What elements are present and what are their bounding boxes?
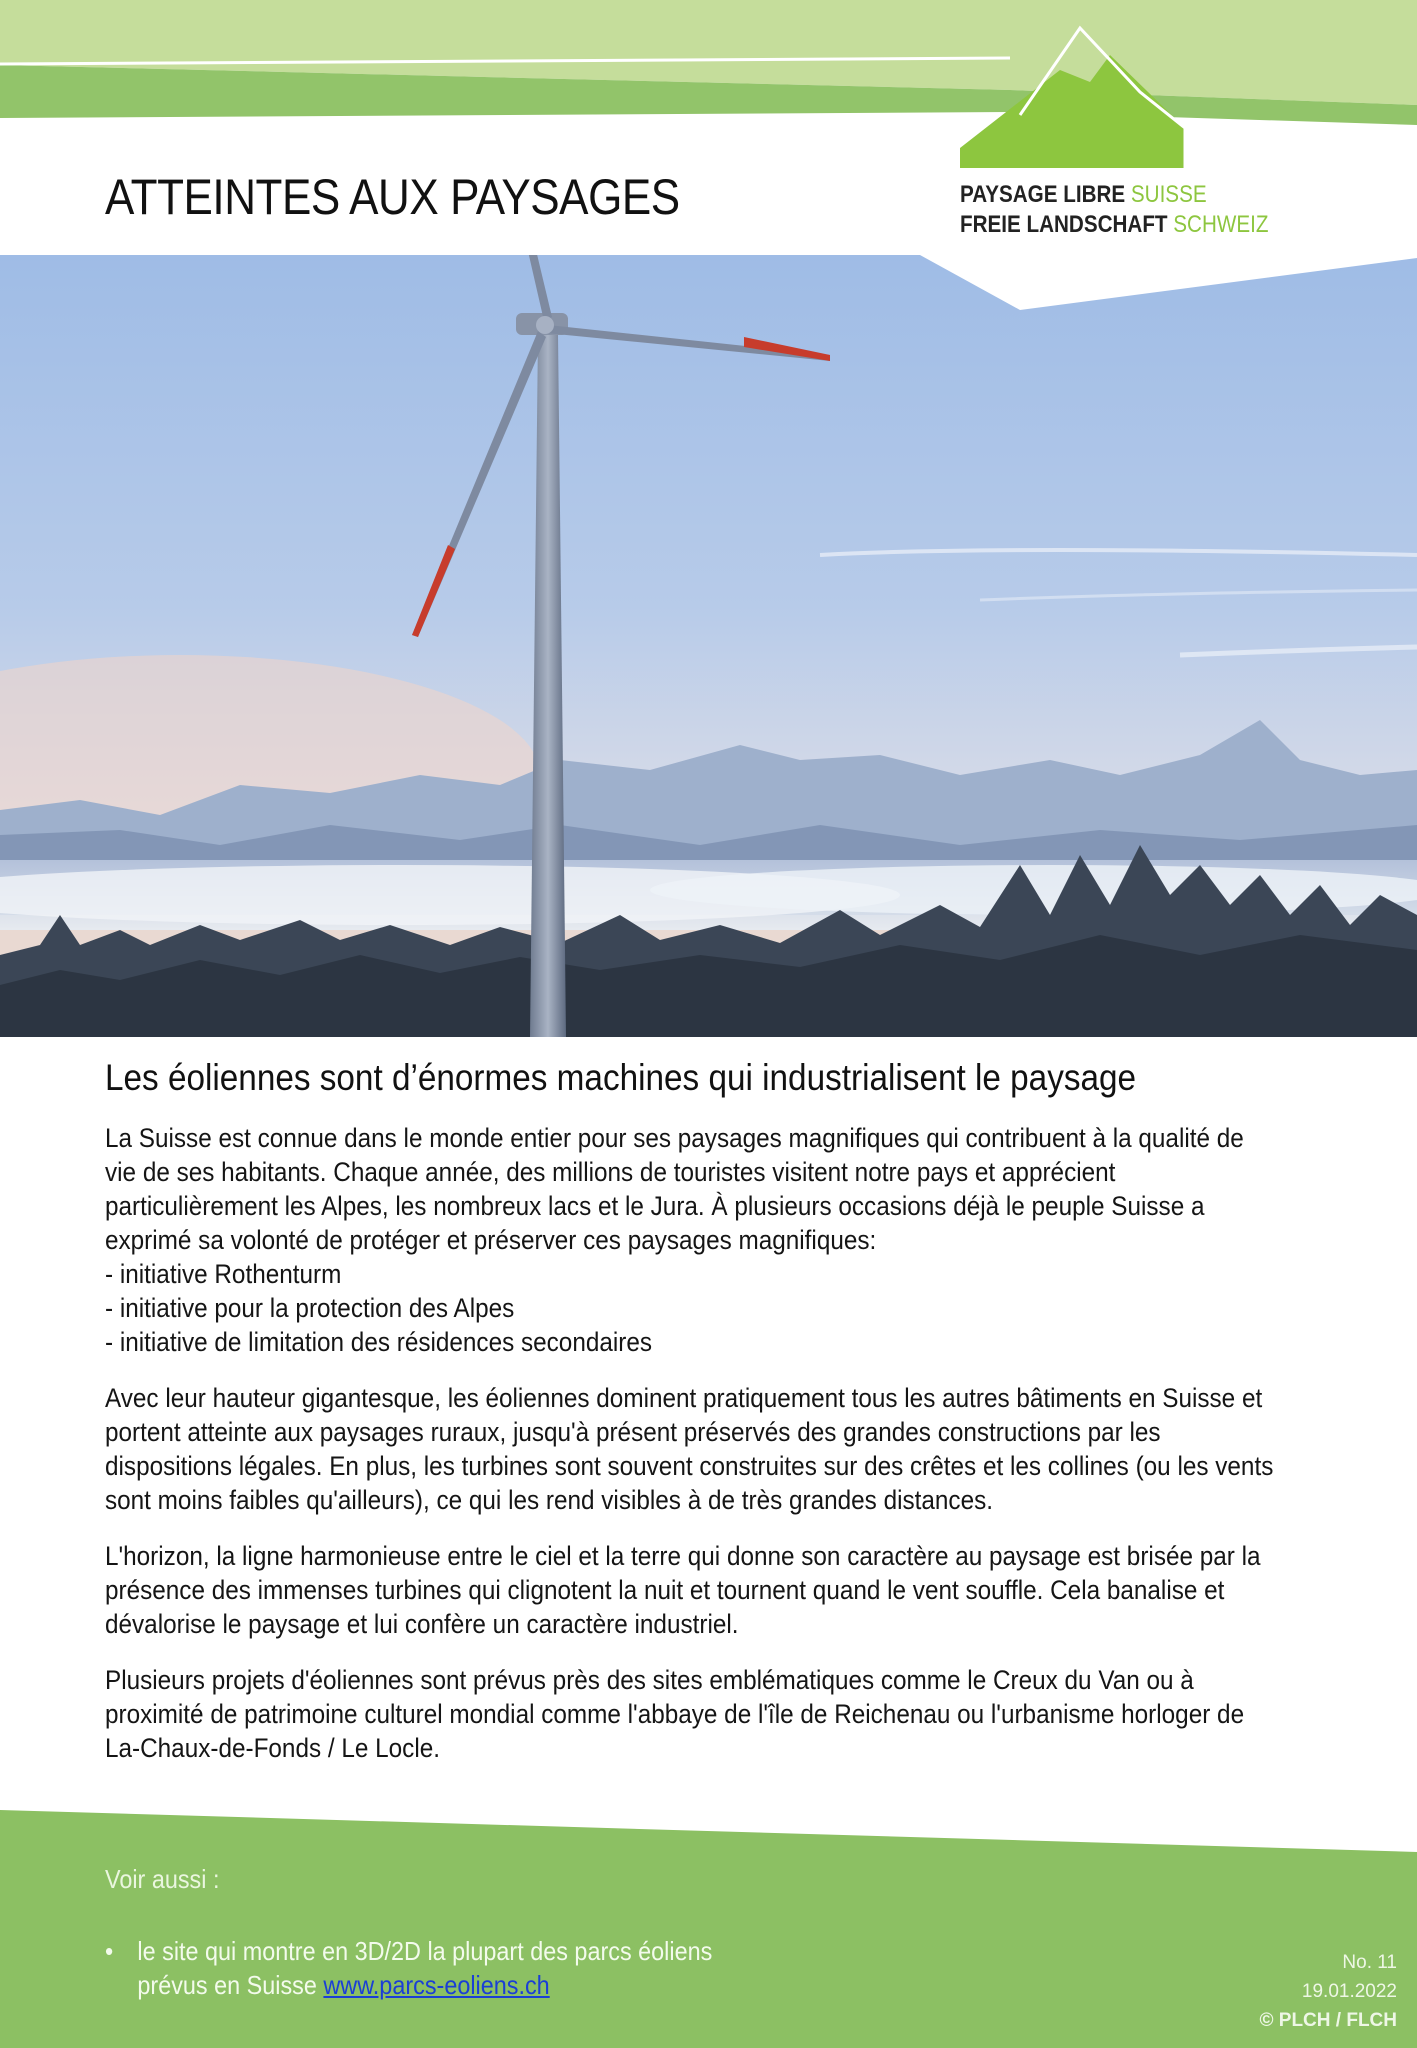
bullet-icon: • <box>105 1936 114 1966</box>
parcs-eoliens-link[interactable]: www.parcs-eoliens.ch <box>323 1970 550 2000</box>
issue-number: No. 11 <box>1342 1952 1397 1973</box>
paragraph-intro <box>105 1121 1275 1359</box>
logo-line2-accent: SCHWEIZ <box>1173 211 1269 238</box>
issue-date: 19.01.2022 <box>1301 1981 1397 2002</box>
list-item: - initiative pour la protection des Alpes <box>105 1293 515 1323</box>
logo-text[interactable] <box>960 180 1268 240</box>
logo-line1-main: PAYSAGE LIBRE <box>960 181 1126 208</box>
logo-line2-main: FREIE LANDSCHAFT <box>960 211 1168 238</box>
paragraph-intro-text: La Suisse est connue dans le monde entier pour ses paysages magnifiques qui contribuent à la qualité de vie de ses habitants. Chaque année, des millions de touristes visitent notre pays et apprécient particulièrement les Alpes, les nombreux lacs et le Jura. À plusieurs occasions déjà le peuple Suisse a exprimé sa volonté de protéger et préserver ces paysages magnifiques: <box>105 1123 1244 1255</box>
copyright-notice: © PLCH / FLCH <box>1259 2010 1397 2031</box>
document-meta <box>1260 1948 1398 2035</box>
see-also-list <box>105 1934 789 2002</box>
paragraph-horizon: L'horizon, la ligne harmonieuse entre le ciel et la terre qui donne son caractère au paysage est brisée par la présence des immenses turbines qui clignotent la nuit et tournent quand le vent souffle. Cela banalise et dévalorise le paysage et lui confère un caractère industriel. <box>105 1541 1261 1639</box>
see-also-item-text: le site qui montre en 3D/2D la plupart des parcs éoliens <box>137 1936 713 1966</box>
list-item: - initiative Rothenturm <box>105 1259 342 1289</box>
list-item: - initiative de limitation des résidences secondaires <box>105 1327 653 1357</box>
see-also-item <box>105 1934 789 2002</box>
article-body <box>105 1121 1275 1787</box>
logo-line1-accent: SUISSE <box>1130 181 1207 208</box>
see-also-label: Voir aussi : <box>105 1864 220 1894</box>
paragraph-height: Avec leur hauteur gigantesque, les éoliennes dominent pratiquement tous les autres bâtiments en Suisse et portent atteinte aux paysages ruraux, jusqu'à présent préservés des grandes constructions par les dispositions légales. En plus, les turbines sont souvent construites sur des crêtes et les collines (ou les vents sont moins faibles qu'ailleurs), ce qui les rend visibles à de très grandes distances. <box>105 1383 1274 1515</box>
page-title: ATTEINTES AUX PAYSAGES <box>105 169 680 225</box>
see-also-item-text-2: prévus en Suisse <box>137 1970 324 2000</box>
footer-decoration <box>0 1810 1417 2048</box>
hero-wind-turbine-photo <box>0 255 1417 1037</box>
article-heading: Les éoliennes sont d’énormes machines qui industrialisent le paysage <box>105 1057 1137 1098</box>
paragraph-projects: Plusieurs projets d'éoliennes sont prévus près des sites emblématiques comme le Creux du Van ou à proximité de patrimoine culturel mondial comme l'abbaye de l'île de Reichenau ou l'urbanisme horloger de La-Chaux-de-Fonds / Le Locle. <box>105 1665 1245 1763</box>
